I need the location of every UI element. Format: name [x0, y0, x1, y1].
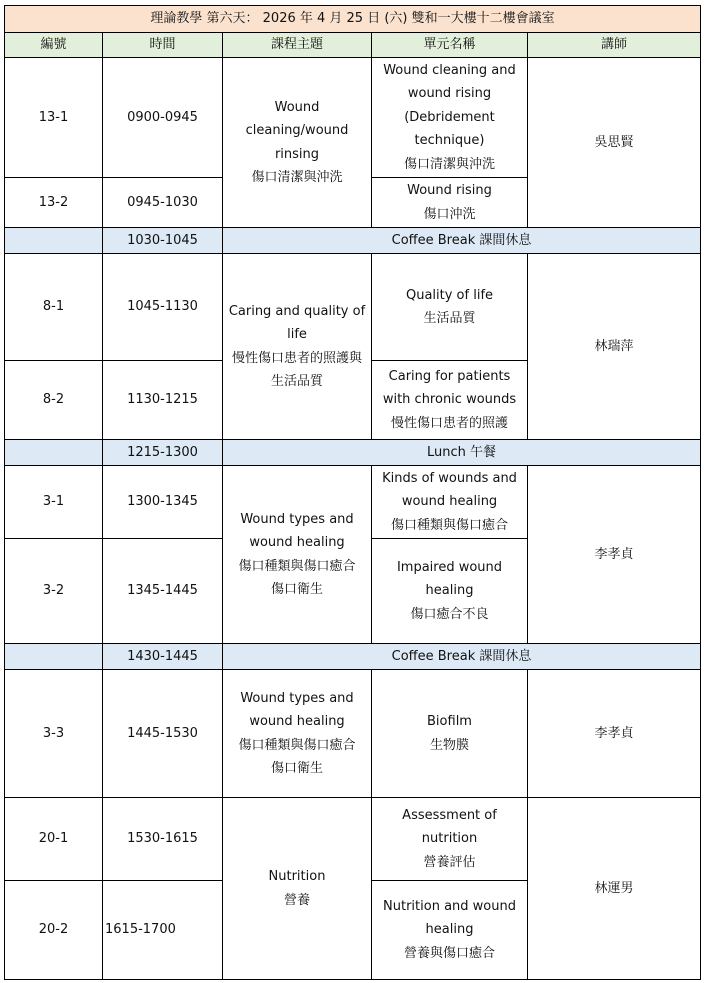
break-row [5, 228, 701, 254]
break-time: 1030-1045 [103, 228, 223, 254]
break-label: Lunch 午餐 [223, 440, 701, 466]
title-row [5, 6, 701, 33]
header-topic: 課程主題 [223, 33, 372, 58]
header-code: 編號 [5, 33, 103, 58]
unit-en: Quality of life [405, 287, 494, 303]
header-time: 時間 [103, 33, 223, 58]
unit-zh: 傷口癒合不良 [410, 606, 489, 622]
unit-en: Wound rising [407, 183, 492, 198]
unit-cell [372, 539, 528, 644]
session-time: 1130-1215 [103, 361, 223, 440]
unit-zh: 傷口種類與傷口癒合 [390, 517, 508, 533]
session-code: 3-2 [5, 539, 103, 644]
topic-zh: 慢性傷口患者的照護與生活品質 [231, 350, 362, 389]
break-code [5, 228, 103, 254]
unit-cell [372, 58, 528, 178]
unit-cell [372, 254, 528, 361]
break-label: Coffee Break 課間休息 [223, 228, 701, 254]
session-code: 20-1 [5, 798, 103, 881]
session-time: 0945-1030 [103, 178, 223, 228]
teacher-cell: 吳思賢 [528, 58, 701, 228]
page-title: 理論教學 第六天： 2026 年 4 月 25 日 (六) 雙和一大樓十二樓會議室 [5, 6, 701, 33]
session-code: 8-1 [5, 254, 103, 361]
topic-zh: 傷口種類與傷口癒合 [238, 737, 356, 753]
table-row [5, 58, 701, 178]
topic-en: Caring and quality of life [228, 303, 366, 342]
topic-zh-2: 傷口衛生 [270, 582, 323, 597]
break-time: 1215-1300 [103, 440, 223, 466]
schedule-table [4, 5, 701, 980]
session-time: 1300-1345 [103, 466, 223, 539]
unit-en: Nutrition and wound healing [383, 898, 516, 938]
session-code: 8-2 [5, 361, 103, 440]
teacher-cell: 李孝貞 [528, 670, 701, 798]
topic-cell [223, 254, 372, 440]
unit-cell [372, 881, 528, 980]
topic-en: Wound types and wound healing [240, 511, 354, 550]
break-time: 1430-1445 [103, 644, 223, 670]
unit-cell [372, 178, 528, 228]
unit-zh: 生物膜 [429, 737, 469, 753]
table-row [5, 466, 701, 539]
session-code: 13-1 [5, 58, 103, 178]
unit-en: Kinds of wounds and wound healing [382, 470, 517, 510]
session-time: 1345-1445 [103, 539, 223, 644]
unit-zh: 生活品質 [423, 311, 476, 326]
unit-en: Assessment of nutrition [402, 807, 497, 847]
header-teacher: 講師 [528, 33, 701, 58]
header-row [5, 33, 701, 58]
topic-cell [223, 58, 372, 228]
topic-en: Wound types and wound healing [240, 690, 354, 729]
session-time: 1615-1700 [103, 881, 223, 980]
topic-cell [223, 670, 372, 798]
session-code: 20-2 [5, 881, 103, 980]
session-time: 1530-1615 [103, 798, 223, 881]
teacher-cell: 林運男 [528, 798, 701, 980]
unit-cell [372, 466, 528, 539]
table-row [5, 670, 701, 798]
unit-zh: 傷口清潔與沖洗 [403, 156, 495, 172]
unit-cell [372, 361, 528, 440]
break-code [5, 644, 103, 670]
topic-zh: 傷口種類與傷口癒合 [238, 558, 356, 574]
session-time: 0900-0945 [103, 58, 223, 178]
unit-zh: 營養評估 [423, 854, 476, 870]
unit-cell [372, 670, 528, 798]
topic-zh: 傷口清潔與沖洗 [251, 170, 343, 185]
topic-zh: 營養 [283, 892, 310, 908]
teacher-cell: 林瑞萍 [528, 254, 701, 440]
break-row [5, 644, 701, 670]
unit-en: Impaired wound healing [396, 559, 503, 599]
unit-en: Wound cleaning and wound rising (Debridement technique) [383, 62, 516, 149]
unit-en: Caring for patients with chronic wounds [382, 368, 517, 408]
teacher-cell: 李孝貞 [528, 466, 701, 644]
break-row [5, 440, 701, 466]
session-code: 3-3 [5, 670, 103, 798]
break-label: Coffee Break 課間休息 [223, 644, 701, 670]
session-code: 13-2 [5, 178, 103, 228]
table-row [5, 798, 701, 881]
table-row [5, 254, 701, 361]
session-code: 3-1 [5, 466, 103, 539]
unit-zh: 傷口沖洗 [423, 206, 476, 222]
header-unit: 單元名稱 [372, 33, 528, 58]
session-time: 1045-1130 [103, 254, 223, 361]
topic-cell [223, 466, 372, 644]
topic-cell [223, 798, 372, 980]
session-time: 1445-1530 [103, 670, 223, 798]
unit-en: Biofilm [427, 714, 472, 729]
topic-zh-2: 傷口衛生 [270, 761, 323, 776]
unit-zh: 營養與傷口癒合 [403, 945, 495, 961]
unit-zh: 慢性傷口患者的照護 [390, 415, 508, 431]
topic-en: Wound cleaning/wound rinsing [245, 99, 349, 162]
unit-cell [372, 798, 528, 881]
topic-en: Nutrition [268, 869, 326, 884]
break-code [5, 440, 103, 466]
